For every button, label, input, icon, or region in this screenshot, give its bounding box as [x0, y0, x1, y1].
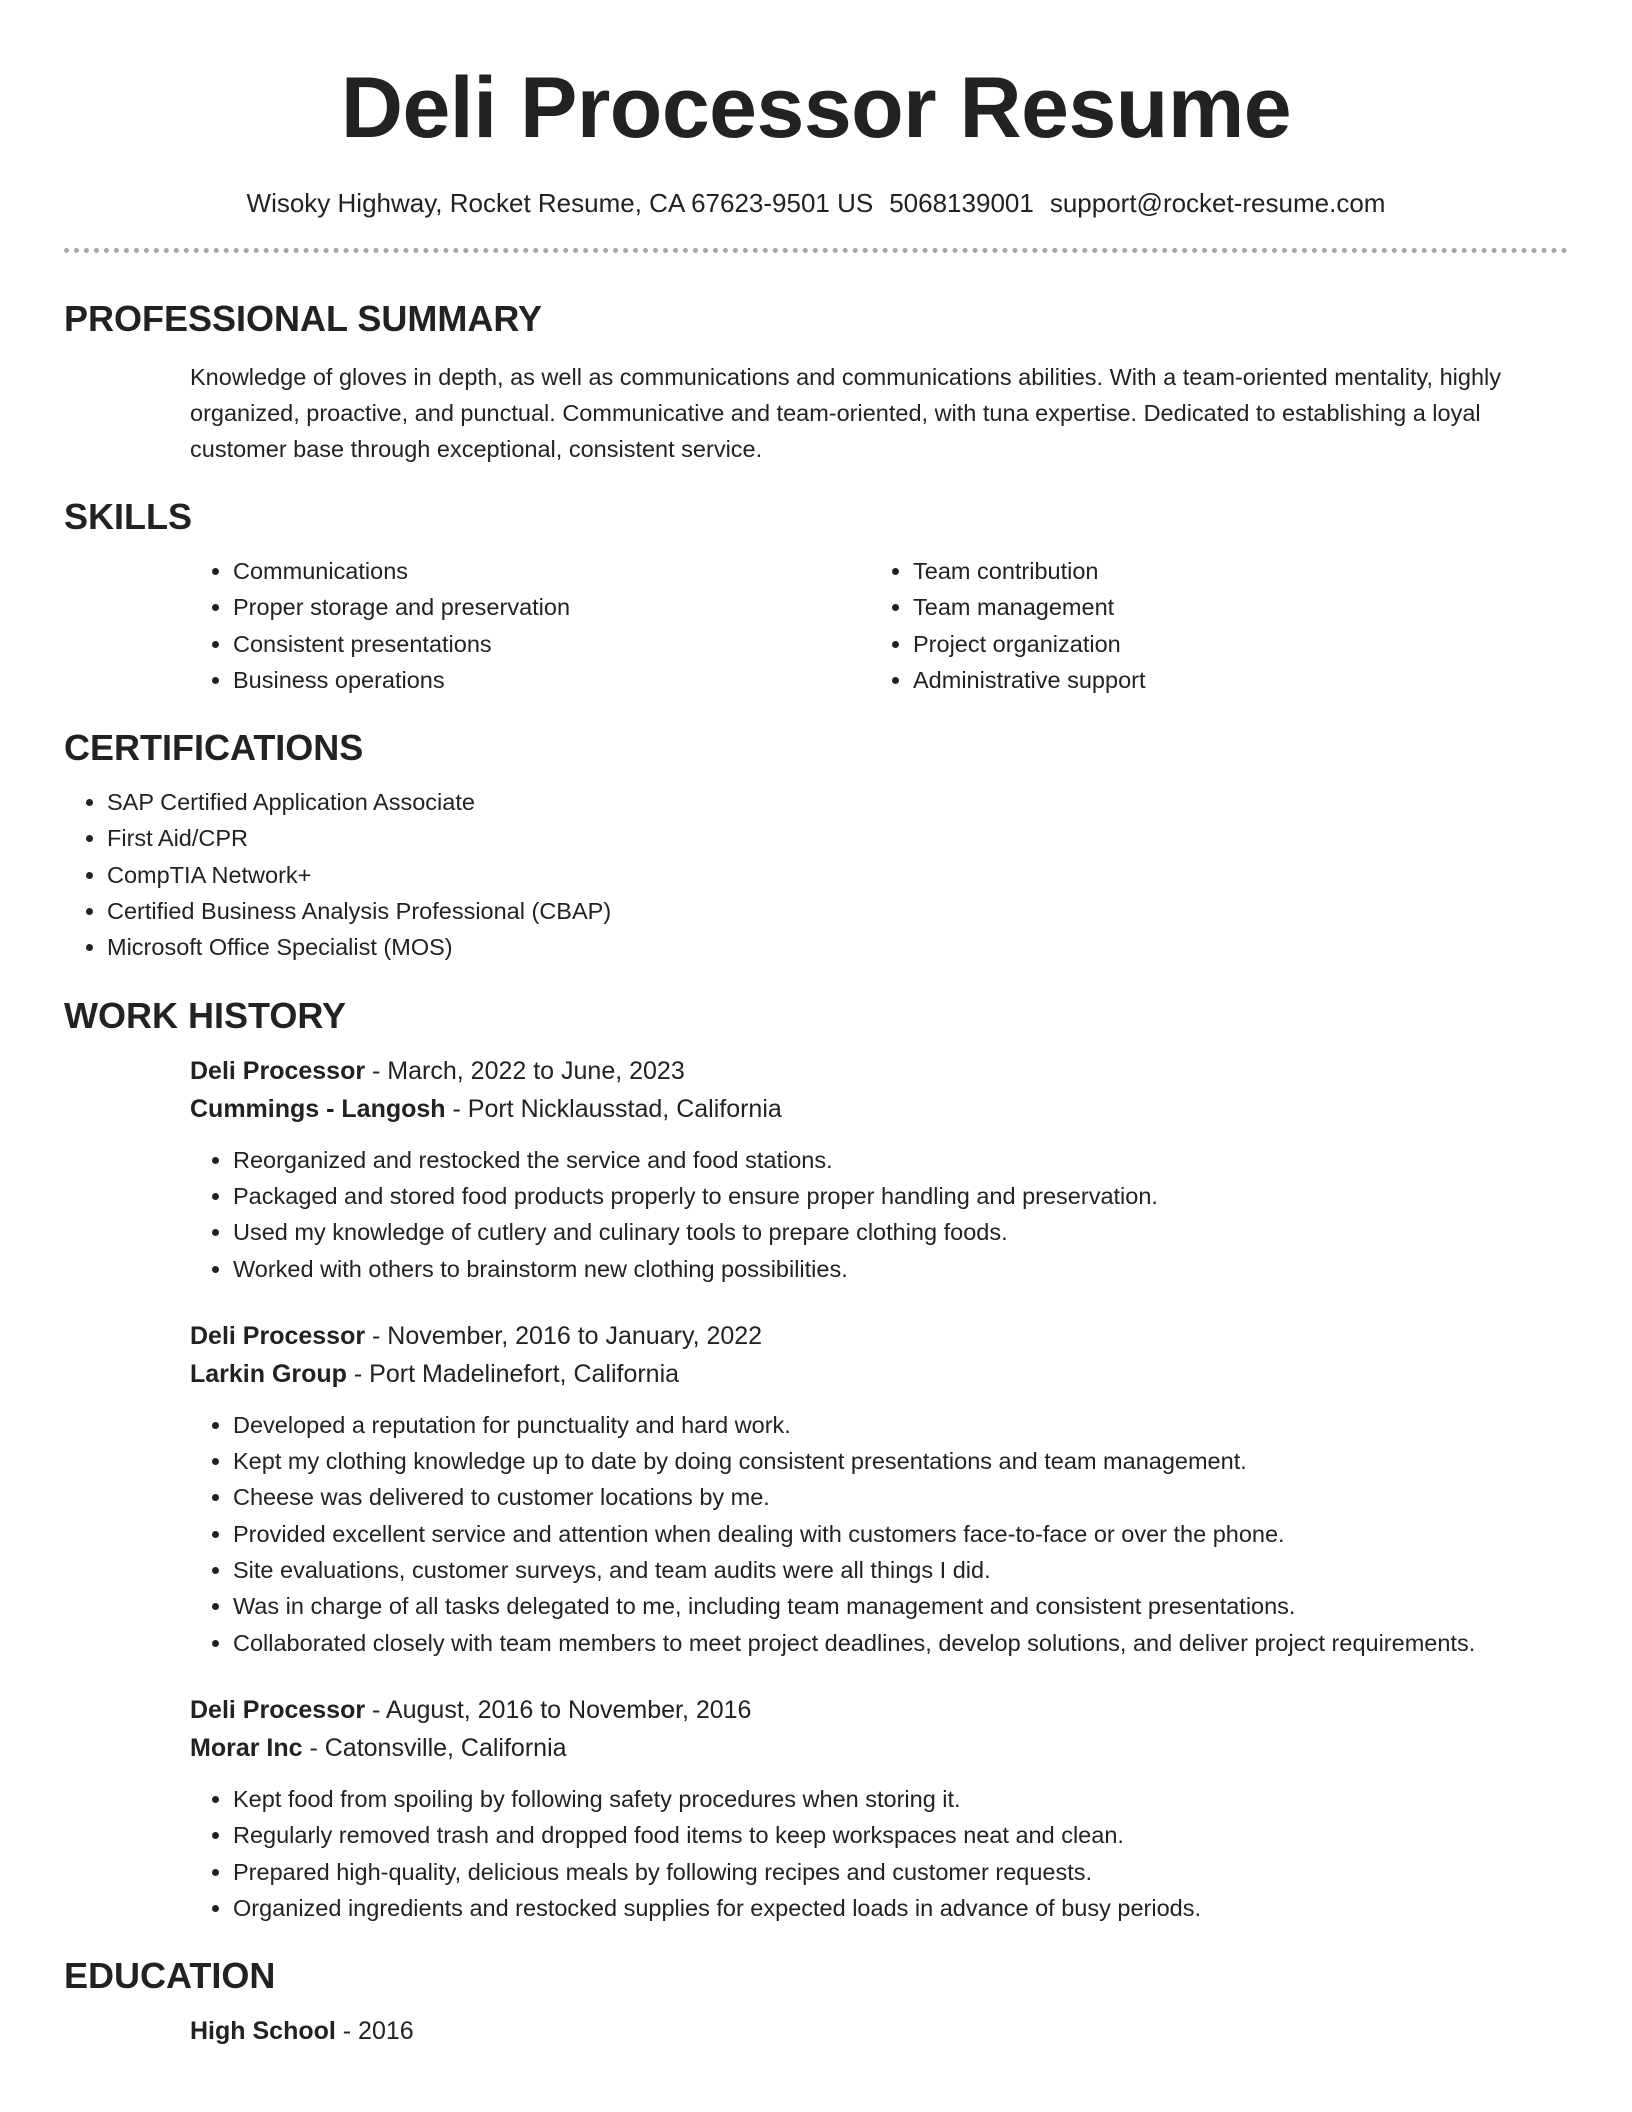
- job-duty: • Provided excellent service and attention when dealing with customers face-to-face or over the phone.: [233, 1516, 1568, 1552]
- education-section: [64, 1954, 1568, 2050]
- contact-phone: 5068139001: [889, 188, 1034, 218]
- job-entry: [190, 1317, 1568, 1661]
- certifications-heading: CERTIFICATIONS: [64, 727, 364, 769]
- job-duty: • Organized ingredients and restocked supplies for expected loads in advance of busy periods.: [233, 1890, 1568, 1926]
- resume-page: [64, 0, 1568, 2050]
- skills-column-right: [870, 553, 1550, 698]
- job-dates: - August, 2016 to November, 2016: [365, 1695, 752, 1724]
- certifications-list: [64, 784, 1568, 965]
- job-entry: [190, 1052, 1568, 1287]
- skills-column-left: [190, 553, 870, 698]
- skill-item: • Business operations: [233, 662, 870, 698]
- job-role: Deli Processor: [190, 1321, 366, 1350]
- job-duty: • Cheese was delivered to customer locations by me.: [233, 1479, 1568, 1515]
- job-entry: [190, 1691, 1568, 1926]
- job-duty: • Worked with others to brainstorm new clothing possibilities.: [233, 1251, 1568, 1287]
- job-duties-list: [64, 1781, 1568, 1926]
- job-title-line: [190, 1691, 1568, 1729]
- certification-item: • CompTIA Network+: [107, 857, 1568, 893]
- job-location: - Catonsville, California: [302, 1733, 567, 1762]
- skills-list-left: [190, 553, 870, 698]
- job-duty: • Prepared high-quality, delicious meals by following recipes and customer requests.: [233, 1854, 1568, 1890]
- job-title-line: [190, 1317, 1568, 1355]
- job-company-line: [190, 1729, 1568, 1767]
- contact-address: Wisoky Highway, Rocket Resume, CA 67623-9501 US: [246, 188, 874, 218]
- certification-item: • Microsoft Office Specialist (MOS): [107, 929, 1568, 965]
- work-history-section: [64, 994, 1568, 1926]
- summary-heading: PROFESSIONAL SUMMARY: [64, 298, 543, 339]
- job-dates: - March, 2022 to June, 2023: [365, 1056, 685, 1085]
- certification-item: • First Aid/CPR: [107, 820, 1568, 856]
- skills-section: [64, 495, 1568, 698]
- work-history-heading: WORK HISTORY: [64, 994, 347, 1036]
- job-duties-list: [64, 1407, 1568, 1661]
- job-duty: • Collaborated closely with team members to meet project deadlines, develop solutions, and deliver project requirements.: [233, 1625, 1568, 1661]
- job-role: Deli Processor: [190, 1695, 366, 1724]
- header-divider: [64, 248, 1568, 253]
- job-company: Cummings - Langosh: [190, 1094, 446, 1123]
- summary-section: [64, 297, 1568, 467]
- job-title-line: [190, 1052, 1568, 1090]
- job-duty: • Developed a reputation for punctuality and hard work.: [233, 1407, 1568, 1443]
- job-company: Morar Inc: [190, 1733, 303, 1762]
- contact-email[interactable]: support@rocket-resume.com: [1049, 188, 1386, 218]
- certification-item: • Certified Business Analysis Professional (CBAP): [107, 893, 1568, 929]
- skill-item: • Administrative support: [913, 662, 1550, 698]
- job-duty: • Packaged and stored food products properly to ensure proper handling and preservation.: [233, 1178, 1568, 1214]
- job-company-line: [190, 1355, 1568, 1393]
- education-degree: High School: [190, 2017, 336, 2046]
- job-location: - Port Madelinefort, California: [346, 1359, 680, 1388]
- job-company-line: [190, 1090, 1568, 1128]
- job-duty: • Was in charge of all tasks delegated to me, including team management and consistent presentations.: [233, 1588, 1568, 1624]
- job-duty: • Reorganized and restocked the service and food stations.: [233, 1142, 1568, 1178]
- education-heading: EDUCATION: [64, 1955, 276, 1997]
- skills-grid: [190, 553, 1568, 698]
- job-dates: - November, 2016 to January, 2022: [365, 1321, 763, 1350]
- job-duties-list: [64, 1142, 1568, 1287]
- resume-title: Deli Processor Resume: [340, 60, 1292, 156]
- skill-item: • Project organization: [913, 626, 1550, 662]
- job-duty: • Used my knowledge of cutlery and culinary tools to prepare clothing foods.: [233, 1214, 1568, 1250]
- skill-item: • Consistent presentations: [233, 626, 870, 662]
- job-company: Larkin Group: [190, 1359, 347, 1388]
- skill-item: • Team management: [913, 589, 1550, 625]
- certifications-section: [64, 726, 1568, 965]
- education-line: [190, 2012, 1568, 2050]
- job-duty: • Regularly removed trash and dropped food items to keep workspaces neat and clean.: [233, 1817, 1568, 1853]
- job-duty: • Kept food from spoiling by following safety procedures when storing it.: [233, 1781, 1568, 1817]
- education-year: - 2016: [335, 2017, 414, 2046]
- job-role: Deli Processor: [190, 1056, 366, 1085]
- skill-item: • Proper storage and preservation: [233, 589, 870, 625]
- skills-heading: SKILLS: [64, 496, 193, 537]
- skill-item: • Team contribution: [913, 553, 1550, 589]
- summary-text: Knowledge of gloves in depth, as well as communications and communications abilities. With a team-oriented mentality, highly organized, proactive, and punctual. Communicative and team-oriented, with tuna expertise. Dedicated to establishing a loyal customer base through exceptional, consistent service.: [190, 364, 1501, 462]
- job-duty: • Kept my clothing knowledge up to date by doing consistent presentations and team management.: [233, 1443, 1568, 1479]
- certification-item: • SAP Certified Application Associate: [107, 784, 1568, 820]
- skill-item: • Communications: [233, 553, 870, 589]
- contact-line: [64, 186, 1568, 220]
- education-entry: [190, 2012, 1568, 2050]
- job-duty: • Site evaluations, customer surveys, and team audits were all things I did.: [233, 1552, 1568, 1588]
- skills-list-right: [870, 553, 1550, 698]
- job-location: - Port Nicklausstad, California: [445, 1094, 782, 1123]
